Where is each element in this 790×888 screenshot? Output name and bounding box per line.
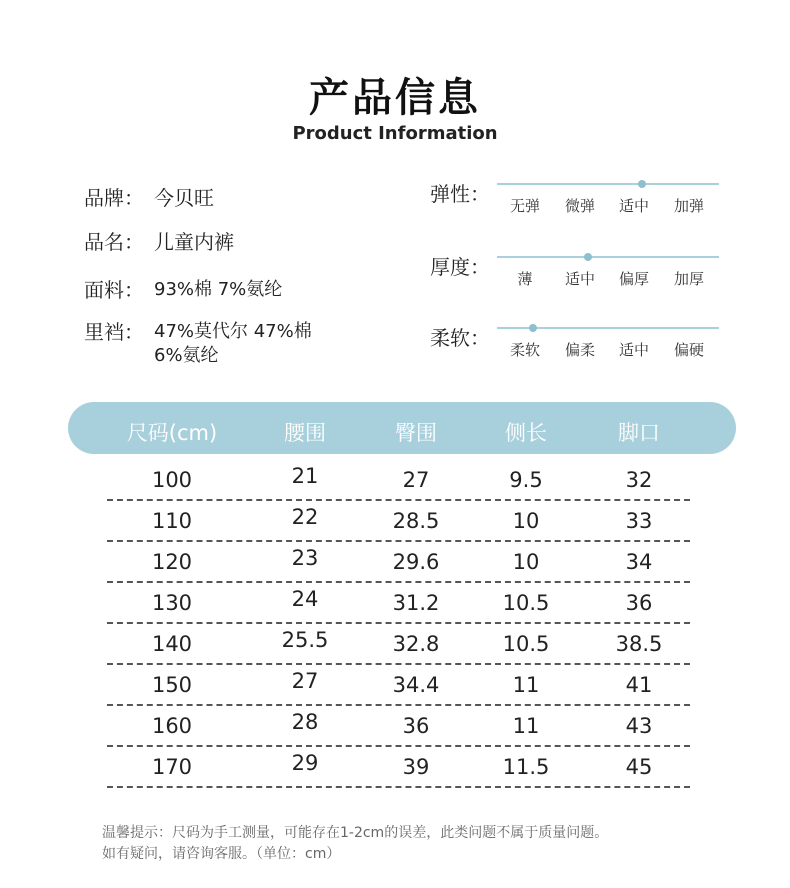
scale-option: 偏硬 [673, 341, 704, 359]
lining-value-1: 47%莫代尔 47%棉 [154, 321, 312, 342]
note-line-1: 温馨提示：尺码为手工测量，可能存在1-2cm的误差，此类问题不属于质量问题。 [102, 825, 609, 841]
table-cell: 24 [291, 587, 319, 611]
table-cell: 100 [151, 468, 193, 492]
table-cell: 32.8 [392, 632, 440, 656]
page-title-cn: 产品信息 [309, 75, 481, 121]
table-cell: 150 [151, 673, 193, 697]
table-row [0, 624, 790, 664]
table-cell: 34 [625, 550, 653, 574]
table-cell: 29 [291, 751, 319, 775]
column-header: 脚口 [618, 421, 660, 445]
table-cell: 120 [151, 550, 193, 574]
fabric-value: 93%棉 7%氨纶 [154, 279, 283, 300]
table-cell: 27 [402, 468, 430, 492]
table-row [0, 706, 790, 746]
name-value: 儿童内裤 [154, 230, 234, 254]
name-label: 品名： [84, 230, 144, 254]
table-row [0, 460, 790, 500]
table-cell: 39 [402, 755, 430, 779]
table-row [0, 747, 790, 787]
table-cell: 11 [512, 714, 540, 738]
scale-option: 适中 [618, 197, 649, 215]
table-cell: 43 [625, 714, 653, 738]
scale-option: 柔软 [509, 341, 540, 359]
scale-option: 偏厚 [618, 270, 649, 288]
table-cell: 25.5 [281, 628, 329, 652]
brand-label: 品牌： [84, 186, 144, 210]
column-header: 臀围 [395, 421, 437, 445]
note-line-2: 如有疑问，请咨询客服。（单位：cm） [102, 846, 341, 862]
scale-option: 加弹 [673, 197, 704, 215]
scale-option: 薄 [517, 270, 533, 288]
scale-option: 加厚 [673, 270, 704, 288]
table-cell: 160 [151, 714, 193, 738]
scale-marker [638, 180, 646, 188]
scale-label: 弹性： [430, 182, 490, 206]
table-cell: 21 [291, 464, 319, 488]
table-cell: 11 [512, 673, 540, 697]
table-cell: 140 [151, 632, 193, 656]
table-cell: 38.5 [615, 632, 663, 656]
scale-option: 适中 [618, 341, 649, 359]
page-title-en: Product Information [292, 123, 498, 144]
scale-marker [584, 253, 592, 261]
table-cell: 29.6 [392, 550, 440, 574]
table-cell: 27 [291, 669, 319, 693]
table-cell: 45 [625, 755, 653, 779]
table-row [0, 501, 790, 541]
table-cell: 34.4 [392, 673, 440, 697]
table-cell: 9.5 [509, 468, 543, 492]
table-cell: 11.5 [502, 755, 550, 779]
table-cell: 130 [151, 591, 193, 615]
table-cell: 10 [512, 509, 540, 533]
table-cell: 23 [291, 546, 319, 570]
table-cell: 41 [625, 673, 653, 697]
table-cell: 36 [402, 714, 430, 738]
column-header: 尺码(cm) [126, 421, 218, 445]
scale-option: 适中 [564, 270, 595, 288]
lining-label: 里裆： [84, 320, 144, 344]
table-cell: 170 [151, 755, 193, 779]
table-cell: 28.5 [392, 509, 440, 533]
table-row [0, 583, 790, 623]
scale-track [497, 183, 719, 185]
lining-value-2: 6%氨纶 [154, 345, 219, 366]
brand-value: 今贝旺 [154, 186, 214, 210]
column-header: 腰围 [284, 421, 326, 445]
scale-option: 无弹 [509, 197, 540, 215]
table-cell: 110 [151, 509, 193, 533]
table-cell: 32 [625, 468, 653, 492]
scale-label: 厚度： [430, 255, 490, 279]
table-cell: 33 [625, 509, 653, 533]
table-row [0, 665, 790, 705]
column-header: 侧长 [505, 421, 547, 445]
table-cell: 28 [291, 710, 319, 734]
scale-track [497, 256, 719, 258]
table-cell: 10.5 [502, 591, 550, 615]
table-cell: 10 [512, 550, 540, 574]
table-cell: 36 [625, 591, 653, 615]
scale-marker [529, 324, 537, 332]
table-cell: 22 [291, 505, 319, 529]
table-cell: 31.2 [392, 591, 440, 615]
scale-option: 微弹 [564, 197, 595, 215]
table-cell: 10.5 [502, 632, 550, 656]
scale-label: 柔软： [430, 326, 490, 350]
fabric-label: 面料： [84, 278, 144, 302]
scale-option: 偏柔 [564, 341, 595, 359]
row-divider [107, 786, 690, 788]
table-row [0, 542, 790, 582]
